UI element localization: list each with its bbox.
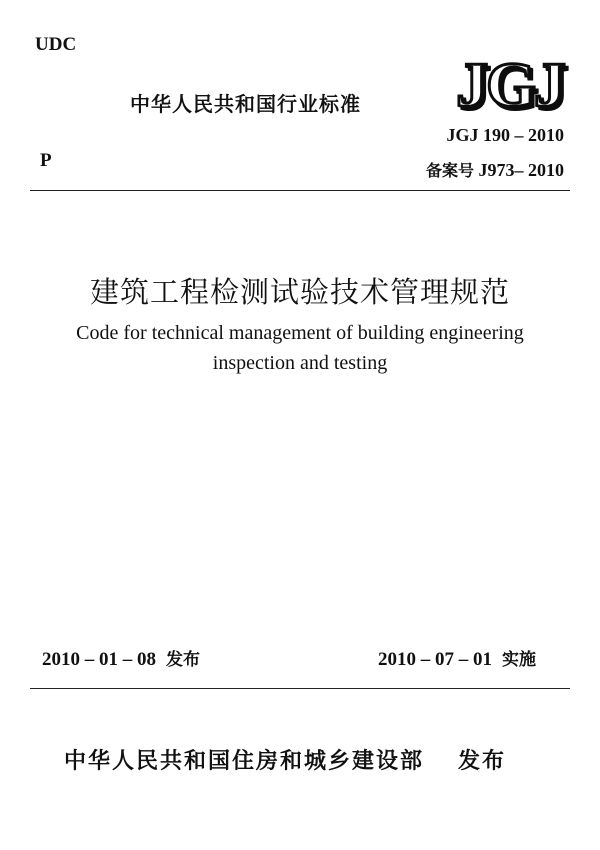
top-divider: [30, 190, 570, 191]
jgj-logo-text: JGJ: [456, 52, 564, 116]
standard-number: JGJ 190 – 2010: [446, 125, 564, 145]
filing-number: J973– 2010: [478, 160, 564, 180]
bottom-divider: [30, 688, 570, 689]
issue-date: 2010 – 01 – 08: [42, 649, 156, 670]
standard-category: 中华人民共和国行业标准: [130, 92, 361, 116]
publisher-line: [64, 744, 506, 775]
title-chinese: 建筑工程检测试验技术管理规范: [89, 275, 510, 309]
filing-label: 备案号: [425, 161, 474, 180]
classification-code: P: [40, 150, 52, 171]
udc-label: UDC: [35, 34, 77, 55]
issue-date-line: [42, 645, 200, 671]
publisher-label: 发布: [458, 749, 507, 774]
issue-label: 发布: [166, 650, 200, 670]
implement-date-line: [378, 645, 536, 671]
implement-label: 实施: [502, 650, 536, 670]
publisher-name: 中华人民共和国住房和城乡建设部: [64, 749, 425, 774]
title-english-line2: inspection and testing: [212, 352, 388, 374]
title-english-line1: Code for technical management of building engineering: [76, 322, 524, 344]
filing-number-line: [426, 158, 564, 181]
implement-date: 2010 – 07 – 01: [378, 649, 492, 670]
jgj-logo: [455, 52, 570, 116]
